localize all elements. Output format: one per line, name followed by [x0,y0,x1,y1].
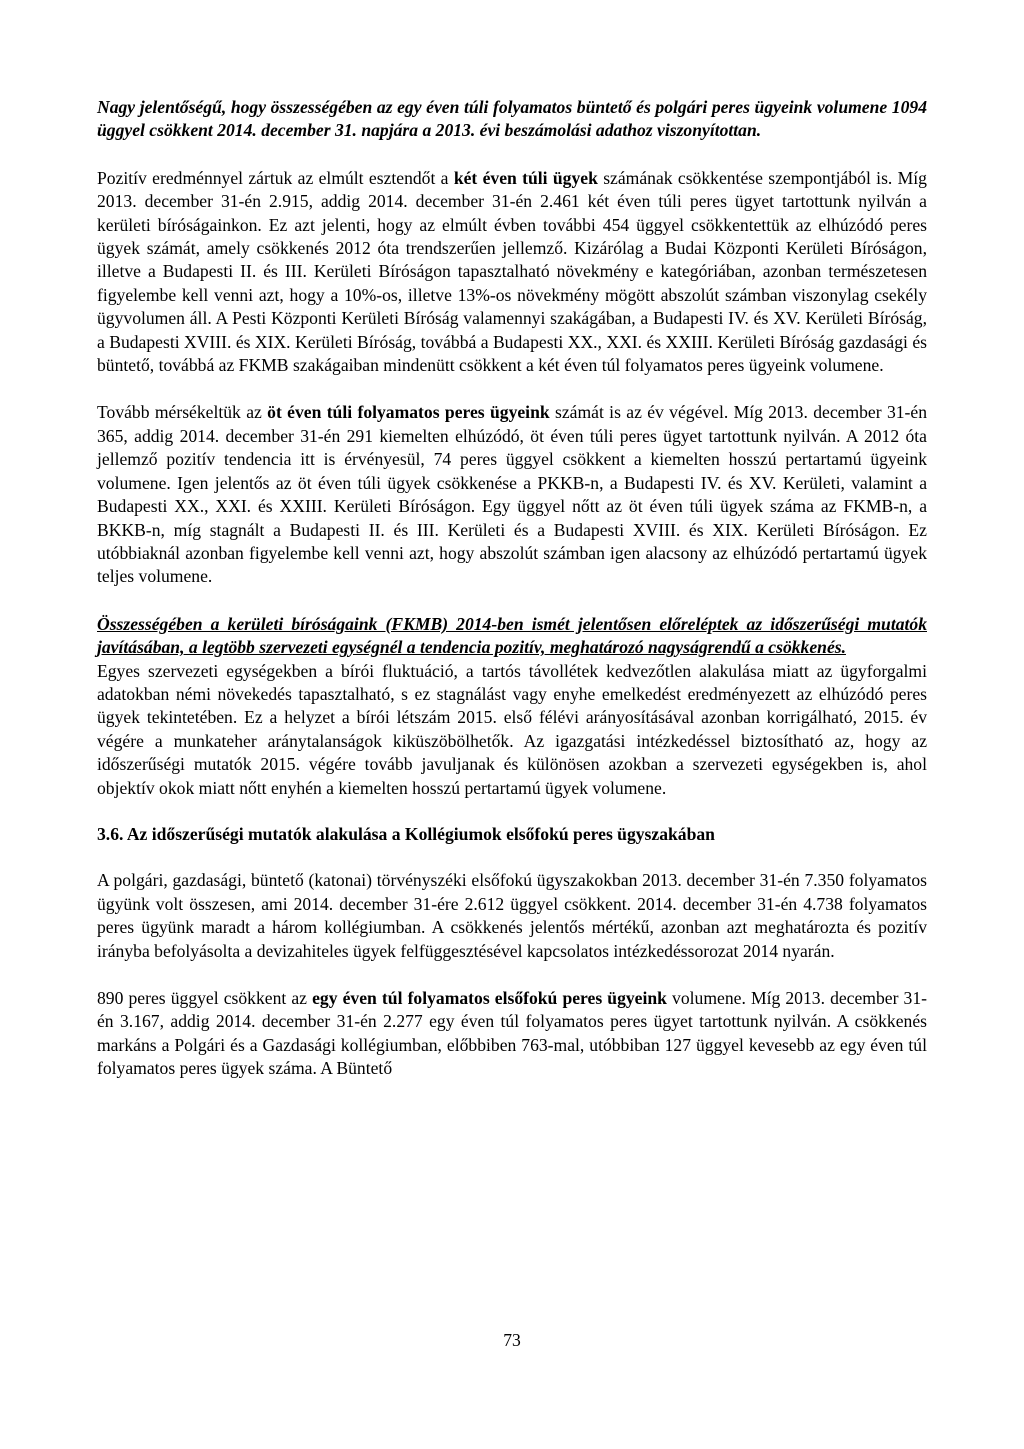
conclusion-paragraph: Egyes szervezeti egységekben a bírói fluktuáció, a tartós távollétek kedvezőtlen alakulása miatt az ügyforgalmi adatokban némi növekedés tapasztalható, s ez stagnálást vagy enyhe emelkedést eredményezett az elhúzódó peres ügyek tekintetében. Ez a helyzet a bírói létszám 2015. első félévi arányosításával azonban korrigálható, 2015. év végére a munkateher aránytalanságok kiküszöbölhetők. Az igazgatási intézkedéssel biztosítható az, hogy az időszerűségi mutatók 2015. végére tovább javuljanak és különösen azokban a szervezeti egységekben is, ahol objektív okok miatt nőtt enyhén a kiemelten hosszú pertartamú ügyek volumene. [97,660,927,798]
summary-paragraph-emphasis: Nagy jelentőségű, hogy összességében az egy éven túli folyamatos büntető és polgári peres ügyeink volumene 1094 üggyel csökkent 2014. december 31. napjára a 2013. évi beszámolási adathoz viszonyítottan. [97,97,927,141]
page-number: 73 [503,1330,521,1350]
section-heading: 3.6. Az időszerűségi mutatók alakulása a Kollégiumok elsőfokú peres ügyszakában [97,823,715,844]
conclusion-emphasis [97,613,927,660]
five-year-cases-paragraph [97,401,927,588]
underlined-emphasis: Összességében a kerületi bíróságaink (FKMB) 2014-ben ismét jelentősen előreléptek az időszerűségi mutatók javításában, a legtöbb szervezeti egységnél a tendencia pozitív, meghatározó nagyságrendű a csökkenés. [97,613,927,658]
two-year-cases-paragraph [97,167,927,378]
text-run: 890 peres üggyel csökkent az [97,988,313,1008]
document-page [97,96,927,1081]
text-run: Tovább mérsékeltük az [97,402,268,423]
bold-term: öt éven túli folyamatos peres ügyeink [267,402,550,423]
bold-term: két éven túli ügyek [453,167,598,188]
text-run: volumene. Míg 2013. december 31-én 3.167, addig 2014. december 31-én 2.277 egy éven túl folyamatos peres ügyet tartottunk nyilván. A csökkenés markáns a Polgári és a Gazdasági kollégiumban, előbbiben 763-mal, utóbbiban 127 üggyel kevesebb az egy éven túl folyamatos peres ügyek száma. A Büntető [97,988,928,1079]
text-run: Pozitív eredménnyel zártuk az elmúlt esztendőt a [97,167,454,188]
first-instance-paragraph: A polgári, gazdasági, büntető (katonai) törvényszéki elsőfokú ügyszakokban 2013. december 31-én 7.350 folyamatos ügyünk volt összesen, ami 2014. december 31-ére 2.612 üggyel csökkent. 2014. december 31-én 4.738 folyamatos peres ügyünk maradt a három kollégiumban. A csökkenés jelentős mértékű, azonban azt meghatározta és pozitív irányba befolyásolta a devizahiteles ügyek felfüggesztésével kapcsolatos intézkedéssorozat 2014 nyarán. [97,870,927,961]
one-year-cases-paragraph [97,987,927,1081]
text-run: számát is az év végével. Míg 2013. december 31-én 365, addig 2014. december 31-én 291 kiemelten elhúzódó, öt éven túli peres ügyet tartottunk nyilván. A 2012 óta jellemző pozitív tendencia itt is érvényesül, 74 peres üggyel csökkent a kiemelten hosszú pertartamú ügyeink volumene. Igen jelentős az öt éven túli ügyek csökkenése a PKKB-n, a Budapesti IV. és XV. Kerületi, valamint a Budapesti XX., XXI. és XXIII. Kerületi Bíróságon. Egy üggyel nőtt az öt éven túli ügyek száma az FKMB-n, a BKKB-n, míg stagnált a Budapesti II. és III. Kerületi és a Budapesti XVIII. és XIX. Kerületi Bíróságon. Ez utóbbiaknál azonban figyelembe kell venni azt, hogy abszolút számban igen alacsony az elhúzódó pertartamú ügyek teljes volumene. [97,402,928,587]
bold-term: egy éven túl folyamatos elsőfokú peres ügyeink [312,988,667,1008]
text-run: számának csökkentése szempontjából is. Míg 2013. december 31-én 2.915, addig 2014. december 31-én 2.461 két éven túli peres ügyet tartottunk nyilván a kerületi bíróságainkon. Ez azt jelenti, hogy az elmúlt évben további 454 üggyel csökkentettük az elhúzódó peres ügyek számát, amely csökkenés 2012 óta trendszerűen jellemző. Kizárólag a Budai Központi Kerületi Bíróságon, illetve a Budapesti II. és III. Kerületi Bíróságon tapasztalható növekmény e kategóriában, azonban természetesen figyelembe kell venni azt, hogy a 10%-os, illetve 13%-os növekmény mögött abszolút számban viszonylag csekély ügyvolumen áll. A Pesti Központi Kerületi Bíróság valamennyi szakágában, a Budapesti IV. és XV. Kerületi Bíróság, a Budapesti XVIII. és XIX. Kerületi Bíróság, továbbá a Budapesti XX., XXI. és XXIII. Kerületi Bíróság gazdasági és büntető, továbbá az FKMB szakágaiban mindenütt csökkent a két éven túl folyamatos peres ügyeink volumene. [97,167,927,376]
